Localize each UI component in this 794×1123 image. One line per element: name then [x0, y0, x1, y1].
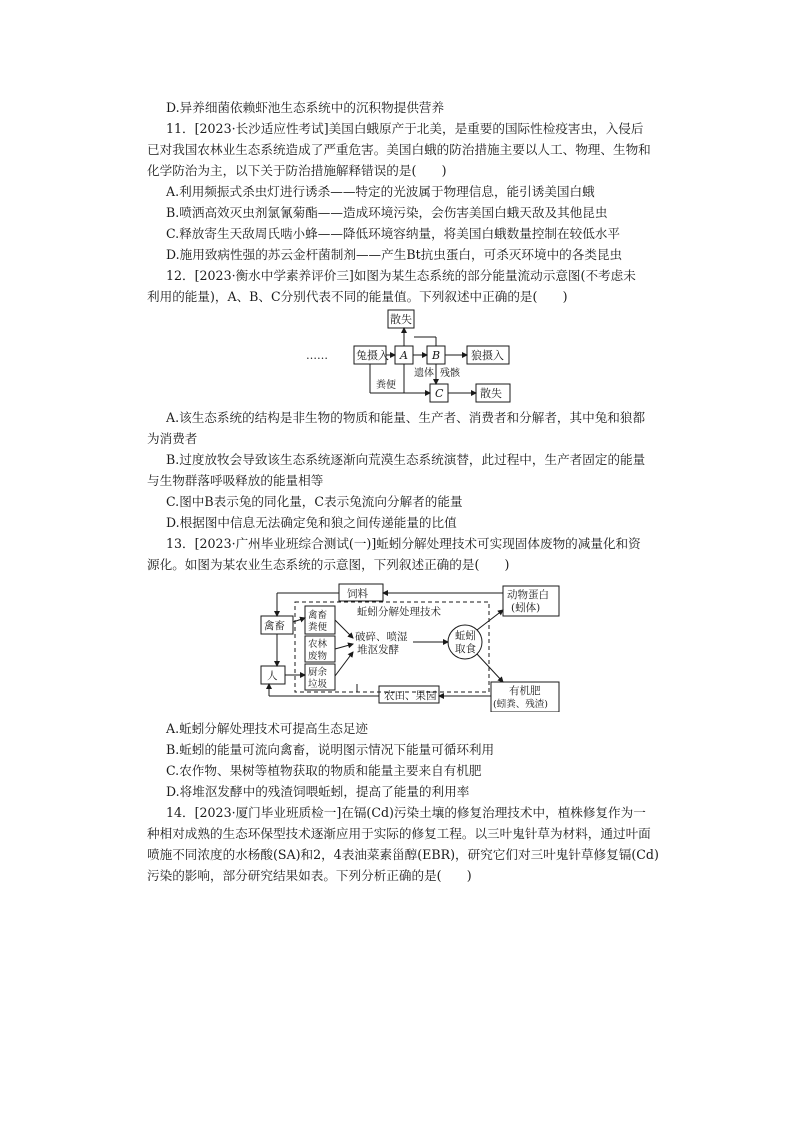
rabbit-intake-label: 兔摄入: [356, 349, 389, 362]
feces-label: 粪便: [376, 380, 396, 391]
q11-stem-line-1: 11．[2023·长沙适应性考试]美国白蛾原产于北美，是重要的国际性检疫害虫，入侵后: [166, 121, 644, 136]
q14-stem-line-3: 喷施不同浓度的水杨酸(SA)和2，4表油菜素甾醇(EBR)，研究它们对三叶鬼针草修复镉(Cd): [147, 847, 659, 862]
q11-option-b: B.喷洒高效灭虫剂氯氰菊酯——造成环境污染，会伤害美国白蛾天敌及其他昆虫: [166, 205, 608, 220]
organic-fertilizer-label-1: 有机肥: [509, 685, 541, 697]
q12-option-b-line-2: 与生物群落呼吸释放的能量相等: [147, 473, 324, 488]
organic-fertilizer-label-2: (蚓粪、残渣): [493, 699, 548, 710]
kitchen-waste-label-2: 垃圾: [308, 679, 328, 690]
q13-stem-line-2: 源化。如图为某农业生态系统的示意图，下列叙述正确的是( ): [147, 557, 510, 572]
q12-option-b-line-1: B.过度放牧会导致该生态系统逐渐向荒漠生态系统演替，此过程中，生产者固定的能量: [166, 452, 646, 467]
remains-label: 遗体: [414, 368, 434, 379]
q11-stem-line-2: 已对我国农林业生态系统造成了严重危害。美国白蛾的防治措施主要以人工、物理、生物和: [147, 142, 651, 157]
q11-option-d: D.施用致病性强的苏云金杆菌制剂——产生Bt抗虫蛋白，可杀灭环境中的各类昆虫: [166, 247, 623, 262]
farmland-label: 农田、果园: [384, 690, 437, 702]
q12-option-a-line-1: A.该生态系统的结构是非生物的物质和能量、生产者、消费者和分解者，其中兔和狼都: [166, 410, 646, 425]
kitchen-waste-label-1: 厨余: [308, 667, 328, 678]
process-label-2: 堆沤发酵: [357, 644, 399, 656]
loss-top-label: 散失: [390, 313, 412, 326]
loss-right-label: 散失: [480, 387, 502, 400]
worm-feed-label-1: 蚯蚓: [455, 630, 476, 642]
manure-label-1: 禽畜: [308, 610, 328, 621]
q11-option-a: A.利用频振式杀虫灯进行诱杀——特定的光波属于物理信息，能引诱美国白蛾: [166, 184, 595, 199]
q13-option-d: D.将堆沤发酵中的残渣饲喂蚯蚓，提高了能量的利用率: [166, 784, 470, 799]
q14-stem-line-4: 污染的影响，部分研究结果如表。下列分析正确的是( ): [147, 868, 472, 883]
box-a-label: A: [400, 349, 408, 362]
q12-option-d: D.根据图中信息无法确定兔和狼之间传递能量的比值: [166, 515, 457, 530]
worm-feed-label-2: 取食: [455, 643, 476, 655]
q12-stem-line-1: 12．[2023·衡水中学素养评价三]如图为某生态系统的部分能量流动示意图(不考虑未: [166, 268, 636, 283]
dots-label: ……: [306, 349, 328, 362]
q11-stem-line-3: 化学防治为主，以下关于防治措施解释错误的是( ): [147, 163, 447, 178]
tech-title: 蚯蚓分解处理技术: [357, 606, 441, 618]
residue-label: 残骸: [440, 368, 460, 379]
q12-option-c: C.图中B表示兔的同化量，C表示兔流向分解者的能量: [166, 494, 463, 509]
q11-option-c: C.释放寄生天敌周氏啮小蜂——降低环境容纳量，将美国白蛾数量控制在较低水平: [166, 226, 620, 241]
q13-stem-line-1: 13．[2023·广州毕业班综合测试(一)]蚯蚓分解处理技术可实现固体废物的减量化和资: [166, 536, 641, 551]
manure-label-2: 粪便: [308, 622, 328, 633]
agri-waste-label-1: 农林: [308, 639, 328, 650]
animal-protein-label-2: (蚓体): [511, 602, 541, 614]
human-label: 人: [267, 670, 278, 682]
box-b-label: B: [432, 349, 441, 362]
wolf-intake-label: 狼摄入: [471, 349, 504, 362]
q12-option-a-line-2: 为消费者: [147, 431, 198, 446]
q13-option-c: C.农作物、果树等植物获取的物质和能量主要来自有机肥: [166, 763, 482, 778]
energy-flow-diagram: [300, 308, 525, 404]
q13-option-a: A.蚯蚓分解处理技术可提高生态足迹: [166, 721, 369, 736]
q10-option-d: D.异养细菌依赖虾池生态系统中的沉积物提供营养: [166, 100, 445, 115]
animal-protein-label-1: 动物蛋白: [507, 589, 549, 601]
box-c-label: C: [435, 387, 444, 400]
q12-stem-line-2: 利用的能量)，A、B、C分别代表不同的能量值。下列叙述中正确的是( ): [147, 289, 568, 304]
vermiculture-ecosystem-diagram: [257, 580, 562, 712]
livestock-label: 禽畜: [264, 620, 285, 632]
agri-waste-label-2: 废物: [308, 651, 328, 662]
q13-option-b: B.蚯蚓的能量可流向禽畜，说明图示情况下能量可循环利用: [166, 742, 495, 757]
q14-stem-line-2: 种相对成熟的生态环保型技术逐渐应用于实际的修复工程。以三叶鬼针草为材料，通过叶面: [147, 826, 651, 841]
q14-stem-line-1: 14．[2023·厦门毕业班质检一]在镉(Cd)污染土壤的修复治理技术中，植株修复作为一: [166, 805, 646, 820]
process-label-1: 破碎、喷湿: [355, 631, 408, 643]
feed-label: 饲料: [347, 588, 368, 600]
